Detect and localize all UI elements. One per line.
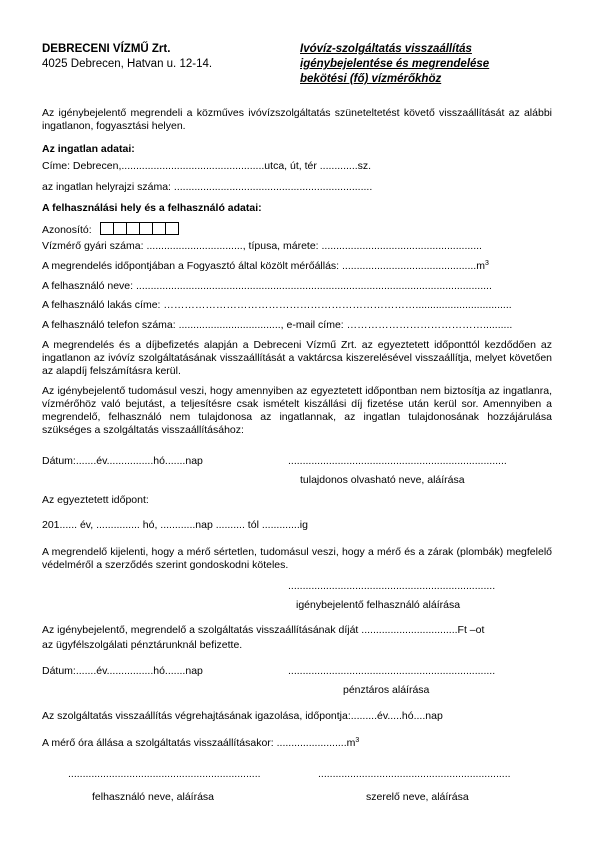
final-meter-reading-field[interactable] <box>42 737 359 750</box>
intro-paragraph: Az igénybejelentő megrendeli a közműves ivóvízszolgáltatás szüneteltetést követő visszaállítását az alábbi ingatlanon, fogyasztási helyen. <box>42 107 552 132</box>
owner-signature-line[interactable]: ........................................................................... <box>288 455 507 467</box>
user-name-field[interactable]: A felhasználó neve: .......................................................................................................................... <box>42 280 492 292</box>
identifier-box[interactable] <box>100 222 114 235</box>
installer-signature-line[interactable]: .................................................................. <box>318 768 511 780</box>
execution-date-field[interactable]: Az szolgáltatás visszaállítás végrehajtásának igazolása, időpontja:.........év.....hó....nap <box>42 710 443 722</box>
applicant-signature-caption: igénybejelentő felhasználó aláírása <box>296 599 461 611</box>
identifier-box[interactable] <box>126 222 140 235</box>
applicant-signature-line[interactable]: ....................................................................... <box>288 580 496 592</box>
identifier-label: Azonosító: <box>42 224 92 236</box>
form-title-line-1: Ivóvíz-szolgáltatás visszaállítás <box>300 43 472 55</box>
user-signature-line[interactable]: .................................................................. <box>68 768 261 780</box>
meter-reading-field[interactable] <box>42 260 489 273</box>
identifier-box[interactable] <box>113 222 127 235</box>
cashier-signature-line[interactable]: ....................................................................... <box>288 665 496 677</box>
owner-signature-caption: tulajdonos olvasható neve, aláírása <box>300 474 465 486</box>
company-name: DEBRECENI VÍZMŰ Zrt. <box>42 43 171 55</box>
payment-note: az ügyfélszolgálati pénztárunknál befizette. <box>42 639 243 651</box>
user-address-field[interactable]: A felhasználó lakás címe: ………………………………………………………………................................. <box>42 299 512 311</box>
cashier-signature-caption: pénztáros aláírása <box>343 684 430 696</box>
company-address: 4025 Debrecen, Hatvan u. 12-14. <box>42 58 213 70</box>
user-heading: A felhasználási hely és a felhasználó adatai: <box>42 202 262 214</box>
identifier-box[interactable] <box>139 222 153 235</box>
unit-exponent: 3 <box>355 737 360 744</box>
form-title-line-2: igénybejelentése és megrendelése <box>300 58 490 70</box>
unit-exponent: 3 <box>484 260 489 267</box>
installer-signature-caption: szerelő neve, aláírása <box>366 791 469 803</box>
meter-serial-field[interactable]: Vízmérő gyári száma: ................................., típusa, márete: ....................................................... <box>42 240 482 252</box>
identifier-box[interactable] <box>152 222 166 235</box>
identifier-boxes[interactable] <box>101 222 179 237</box>
meter-reading-text: A megrendelés időpontjában a Fogyasztó által közölt mérőállás: ..............................................m <box>42 260 485 272</box>
service-restore-paragraph: A megrendelés és a díjbefizetés alapján a Debreceni Vízmű Zrt. az egyeztetett időponttól kezdődően az ingatlanon az ivóvíz szolgáltatásának visszaállítását a vaktárcsa kiszerelésével visszaállítja, melyet követően az alapdíj felszámításra kerül. <box>42 339 552 377</box>
identifier-row <box>42 222 179 237</box>
appointment-field[interactable]: 201...... év, ............... hó, ............nap .......... tól .............ig <box>42 519 308 531</box>
parcel-number-field[interactable]: az ingatlan helyrajzi száma: .................................................................... <box>42 181 373 193</box>
form-title-line-3: bekötési (fő) vízmérőkhöz <box>300 73 442 85</box>
cashier-date-field[interactable]: Dátum:.......év................hó.......nap <box>42 665 203 677</box>
identifier-box[interactable] <box>165 222 179 235</box>
meter-declaration-paragraph: A megrendelő kijelenti, hogy a mérő sértetlen, tudomásul veszi, hogy a mérő és a zárak (plombák) megfelelő védelméről a szerződés szerint gondoskodni köteles. <box>42 546 552 571</box>
payment-amount-field[interactable]: Az igénybejelentő, megrendelő a szolgáltatás visszaállításának díját .................................Ft –ot <box>42 624 485 636</box>
user-phone-email-field[interactable]: A felhasználó telefon száma: ..................................., e-mail címe: ………………………………….......... <box>42 319 513 331</box>
final-meter-reading-text: A mérő óra állása a szolgáltatás visszaállításakor: ........................m <box>42 737 356 749</box>
owner-date-field[interactable]: Dátum:.......év................hó.......nap <box>42 455 203 467</box>
user-signature-caption: felhasználó neve, aláírása <box>92 791 214 803</box>
property-heading: Az ingatlan adatai: <box>42 143 135 155</box>
property-address-field[interactable]: Címe: Debrecen,.................................................utca, út, tér .............sz. <box>42 160 372 172</box>
appointment-label: Az egyeztetett időpont: <box>42 494 149 506</box>
access-notice-paragraph: Az igénybejelentő tudomásul veszi, hogy amennyiben az egyeztetett időpontban nem biztosítja az ingatlanra, vízmérőhöz való bejutást, a teljesítésre csak ismételt kiszállási díj fizetése után kerül sor. Amennyiben a megrendelő, felhasználó nem tulajdonosa az ingatlannak, az ingatlan tulajdonosának hozzájárulása szükséges a szolgáltatás visszaállításához: <box>42 385 552 436</box>
